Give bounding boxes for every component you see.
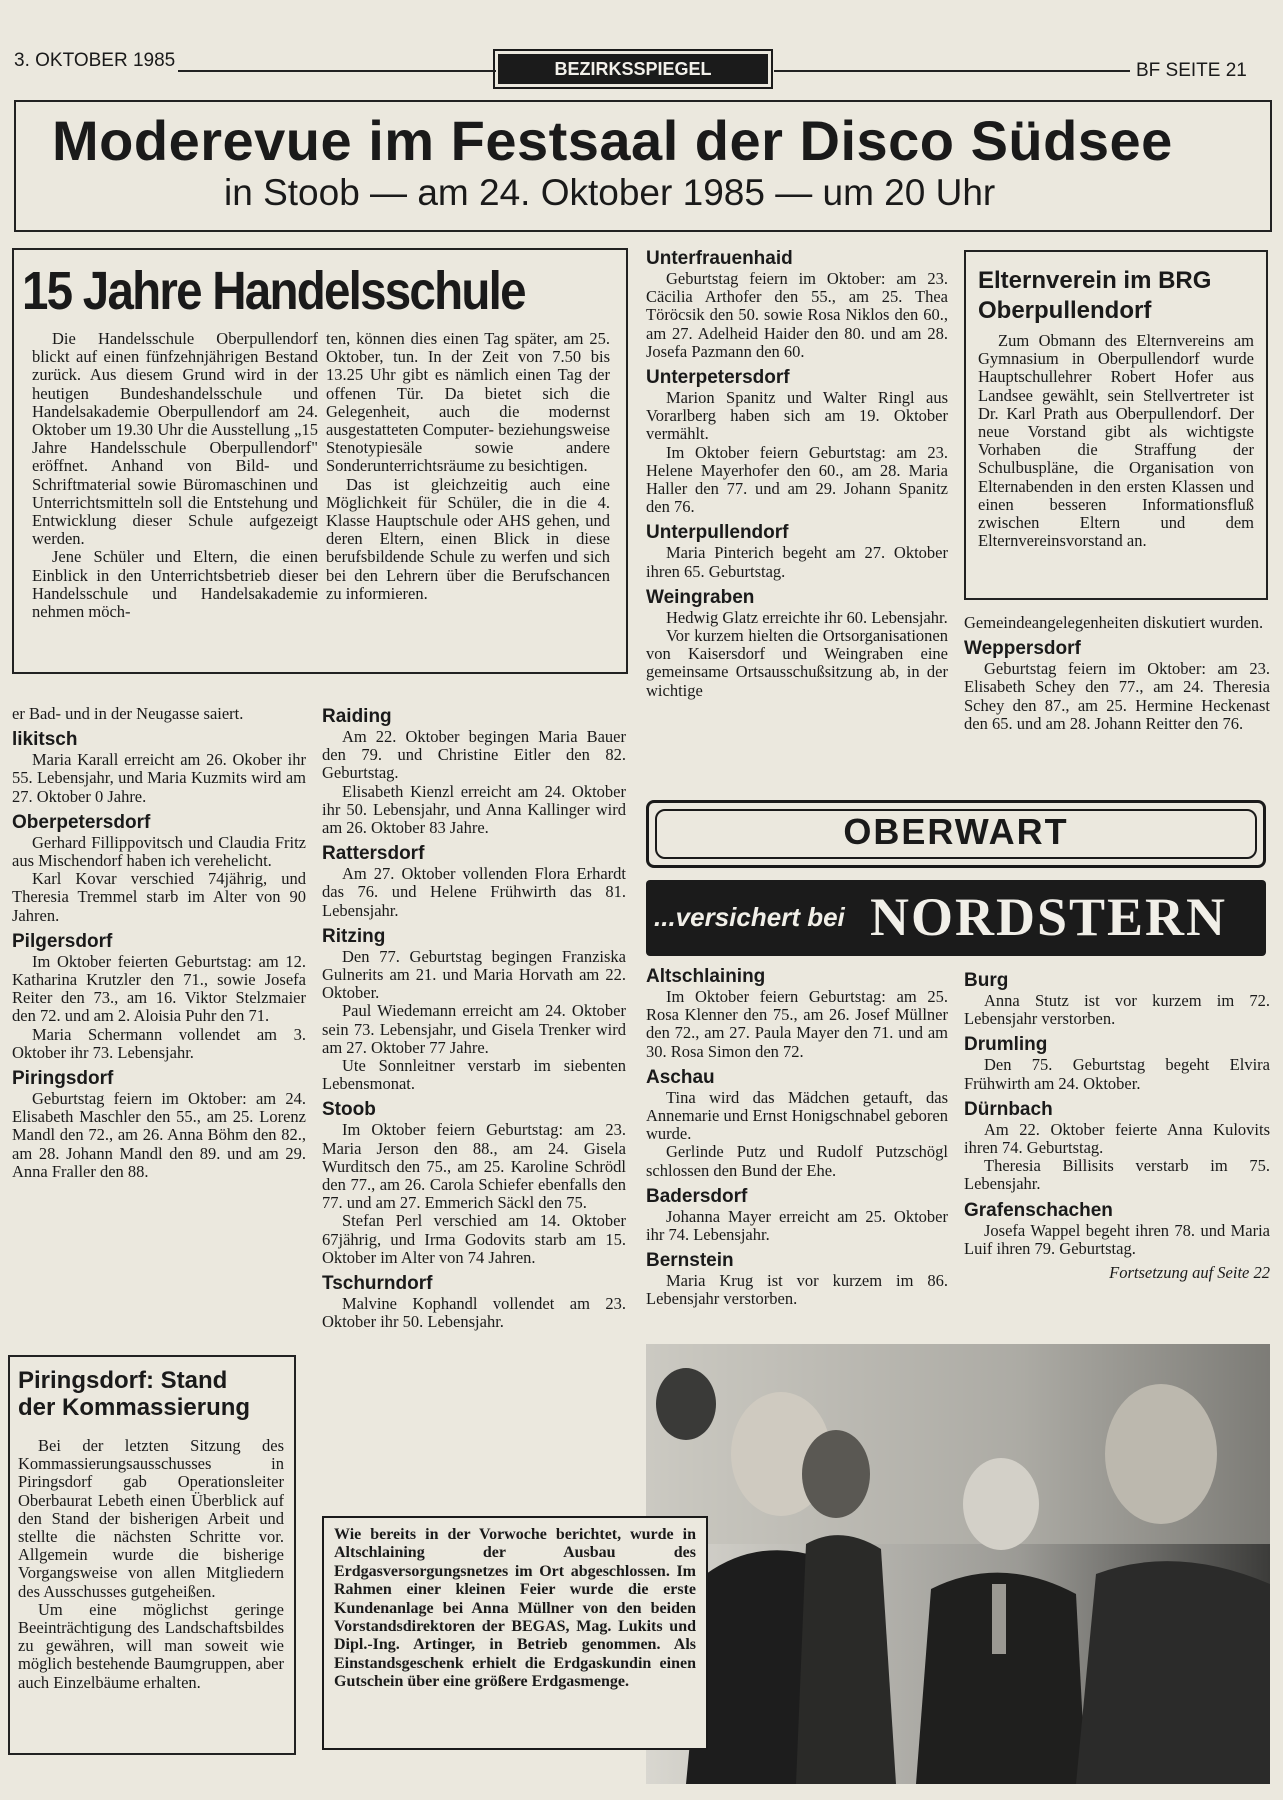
town-heading: Pilgersdorf bbox=[12, 930, 113, 952]
town-block bbox=[964, 638, 1270, 733]
elternverein-article bbox=[964, 250, 1268, 600]
caption-text: Wie bereits in der Vorwoche berichtet, wurde in Altschlaining der Ausbau des Erdgasversorgungsnetzes im Ort abgeschlossen. Im Rahmen einer kleinen Feier wurde die erste Kundenanlage bei Anna Müllner von den beiden Vorstandsdirektoren der BEGAS, Mag. Lukits und Dipl.-Ing. Artinger, in Betrieb genommen. Als Einstandsgeschenk erhielt die Erdgaskundin einen Gutschein über eine größere Erdgasmenge. bbox=[334, 1526, 696, 1691]
masthead-rule-left bbox=[178, 70, 496, 72]
paragraph: Im Oktober feiern Geburtstag: am 25. Rosa Klenner den 75., am 26. Josef Müllner den 72., am 27. Paula Mayer den 71. und am 30. Rosa Simon den 72. bbox=[646, 987, 948, 1061]
town-heading: likitsch bbox=[12, 729, 78, 751]
paragraph: Maria Karall erreicht am 26. Okober ihr 55. Lebensjahr, und Maria Kuzmits wird am 27. Oktober 0 Jahre. bbox=[12, 750, 306, 806]
town-heading: Rattersdorf bbox=[322, 843, 425, 865]
paragraph: Geburtstag feiern im Oktober: am 23. Elisabeth Schey den 77., am 24. Theresia Schey den 87., am 25. Hermine Heckenast den 65. und am 28. Johann Reitter den 76. bbox=[964, 659, 1270, 733]
elternverein-body bbox=[978, 332, 1254, 550]
paragraph: Hedwig Glatz erreichte ihr 60. Lebensjahr. bbox=[666, 607, 948, 627]
town-block bbox=[964, 1034, 1270, 1092]
paragraph: Marion Spanitz und Walter Ringl aus Vorarlberg haben sich am 19. Oktober vermählt. bbox=[646, 388, 948, 444]
paragraph: Malvine Kophandl vollendet am 23. Oktober ihr 50. Lebensjahr. bbox=[322, 1294, 626, 1332]
handelsschule-col2 bbox=[326, 330, 610, 603]
paragraph: Um eine möglichst geringe Beeinträchtigung des Landschaftsbildes zu gewähren, will man soweit wie möglich bestehende Baumgruppen, aber auch Einzelbäume erhalten. bbox=[18, 1599, 284, 1692]
nordstern-prefix: ...versichert bei bbox=[654, 902, 845, 932]
paragraph: Theresia Billisits verstarb im 75. Lebensjahr. bbox=[964, 1156, 1270, 1194]
paragraph: Tina wird das Mädchen getauft, das Annemarie und Ernst Honigschnabel geboren wurde. bbox=[646, 1087, 948, 1144]
town-heading: Bernstein bbox=[646, 1250, 734, 1272]
town-block bbox=[12, 729, 306, 806]
event-banner bbox=[14, 100, 1272, 232]
town-heading: Unterpetersdorf bbox=[646, 367, 790, 389]
paragraph: Vor kurzem hielten die Ortsorganisationen von Kaisersdorf und Weingraben eine gemeinsame Ortsausschußsitzung ab, in der wichtige bbox=[646, 626, 948, 700]
kommassierung-body bbox=[18, 1437, 284, 1692]
paragraph: Im Oktober feierten Geburtstag: am 12. Katharina Krutzler den 71., sowie Josefa Reiter den 73., am 16. Viktor Stelzmaier den 72. und am 2. Aloisia Puhr den 71. bbox=[12, 951, 306, 1026]
town-heading: Grafenschachen bbox=[964, 1199, 1113, 1221]
town-block bbox=[12, 812, 306, 925]
masthead-date: 3. OKTOBER 1985 bbox=[14, 50, 176, 71]
paragraph: Josefa Wappel begeht ihren 78. und Maria Luif ihren 79. Geburtstag. bbox=[964, 1220, 1270, 1258]
town-heading: Tschurndorf bbox=[322, 1273, 433, 1295]
masthead-page: BF SEITE 21 bbox=[1136, 60, 1247, 81]
town-block bbox=[964, 1099, 1270, 1194]
paragraph: Im Oktober feiern Geburtstag: am 23. Maria Jerson den 88., am 24. Gisela Wurditsch den 75., am 25. Karoline Schrödl den 77., am 26. Carola Schiefer ebenfalls den 77. und am 27. Emmerich Säckl den 75. bbox=[322, 1120, 626, 1213]
town-block bbox=[322, 926, 626, 1094]
town-block bbox=[646, 367, 948, 516]
town-heading: Burg bbox=[964, 970, 1009, 991]
town-block bbox=[964, 970, 1270, 1028]
col-3-top bbox=[646, 248, 948, 706]
paragraph: Den 75. Geburtstag begeht Elvira Frühwirth am 24. Oktober. bbox=[964, 1055, 1270, 1093]
paragraph: Am 27. Oktober vollenden Flora Erhardt das 76. und Helene Frühwirth das 81. Lebensjahr. bbox=[322, 864, 626, 920]
masthead-section: BEZIRKSSPIEGEL bbox=[498, 54, 768, 84]
continued-note: Fortsetzung auf Seite 22 bbox=[1109, 1263, 1270, 1283]
paragraph: Zum Obmann des Elternvereins am Gymnasium in Oberpullendorf wurde Hauptschullehrer Robert Hofer aus Landsee gewählt, sein Stellvertreter ist Dr. Karl Prath aus Oberpullendorf. Der neue Vorstand gibt als wichtigste Vorhaben die Straffung der Schulbuspläne, die Organisation von Elternabenden in den ersten Klassen und einen besseren Informationsfluß zwischen Eltern und dem Elternvereinsvorstand an. bbox=[978, 331, 1254, 551]
person-young-man-head bbox=[1105, 1384, 1217, 1524]
town-heading: Stoob bbox=[322, 1099, 376, 1121]
paragraph: Die Handelsschule Oberpullendorf blickt auf einen fünfzehnjährigen Bestand zurück. Aus diesem Grund wird in der heutigen Bundeshandelsschule und Handelsakademie Oberpullendorf am 24. Oktober um 19.30 Uhr die Ausstellung „15 Jahre Handelsschule Oberpullendorf" eröffnet. Anhand von Bild- und Schriftmaterial sowie Büromaschinen und Unterrichtsmitteln soll die Entstehung und Entwicklung dieser Schule aufgezeigt werden. bbox=[32, 329, 318, 549]
town-block bbox=[322, 706, 626, 837]
paragraph: Maria Pinterich begeht am 27. Oktober ihren 65. Geburtstag. bbox=[646, 543, 948, 581]
town-heading: Weppersdorf bbox=[964, 638, 1081, 660]
paragraph: er Bad- und in der Neugasse saiert. bbox=[12, 704, 244, 723]
town-heading: Weingraben bbox=[646, 586, 755, 608]
town-heading: Oberpetersdorf bbox=[12, 811, 151, 833]
town-block bbox=[646, 1250, 948, 1308]
paragraph: Das ist gleichzeitig auch eine Möglichkeit für Schüler, die in die 4. Klasse Hauptschule oder AHS gehen, und deren Eltern, einen Blick in diese berufsbildende Schule zu werfen und sich bei den Lehrern über die Berufschancen zu informieren. bbox=[326, 474, 610, 603]
masthead-rule-right bbox=[774, 70, 1130, 72]
col-4-mid bbox=[964, 614, 1270, 739]
person-young-man-body bbox=[1076, 1561, 1270, 1784]
elternverein-title: Elternverein im BRG Oberpullendorf bbox=[978, 267, 1212, 324]
person-elder-man-head bbox=[963, 1458, 1039, 1550]
col-left bbox=[12, 705, 306, 1187]
paragraph: Maria Krug ist vor kurzem im 86. Lebensjahr verstorben. bbox=[646, 1271, 948, 1309]
town-heading: Ritzing bbox=[322, 925, 386, 947]
nordstern-brand: NORDSTERN bbox=[870, 887, 1228, 947]
paragraph: Gerlinde Putz und Rudolf Putzschögl schlossen den Bund der Ehe. bbox=[646, 1142, 948, 1180]
kommassierung-article bbox=[8, 1355, 296, 1755]
paragraph: Stefan Perl verschied am 14. Oktober 67jährig, und Irma Godovits starb am 15. Oktober im Alter von 74 Jahren. bbox=[322, 1211, 626, 1267]
kommassierung-title: Piringsdorf: Stand der Kommassierung bbox=[18, 1367, 251, 1421]
paragraph: Am 22. Oktober begingen Maria Bauer den 79. und Christine Eitler den 82. Geburtstag. bbox=[322, 727, 626, 783]
banner-subtitle: in Stoob — am 24. Oktober 1985 — um 20 Uhr bbox=[224, 172, 996, 213]
paragraph: Geburtstag feiern im Oktober: am 23. Cäcilia Arthofer den 55., am 25. Thea Töröcsik den 50. sowie Rosa Niklos den 60., am 27. Adelheid Haider den 80. und am 28. Josefa Pazmann den 60. bbox=[646, 269, 948, 361]
town-block bbox=[12, 1068, 306, 1181]
paragraph: Anna Stutz ist vor kurzem im 72. Lebensjahr verstorben. bbox=[964, 991, 1270, 1029]
handelsschule-article bbox=[12, 248, 628, 674]
photo-scene bbox=[646, 1344, 1270, 1784]
paragraph: Elisabeth Kienzl erreicht am 24. Oktober ihr 50. Lebensjahr, und Anna Kallinger wird am 26. Oktober 83 Jahre. bbox=[322, 781, 626, 838]
paragraph: Gerhard Fillippovitsch und Claudia Fritz aus Mischendorf haben ich verehelicht. bbox=[12, 832, 306, 871]
person-man-center-head bbox=[802, 1430, 870, 1518]
town-heading: Unterpullendorf bbox=[646, 522, 789, 544]
town-heading: Altschlaining bbox=[646, 966, 766, 987]
paragraph: Geburtstag feiern im Oktober: am 24. Elisabeth Maschler den 55., am 25. Lorenz Mandl den 72., am 26. Anna Böhm den 82., am 28. Johann Mandl den 89. und am 29. Anna Fraller den 88. bbox=[12, 1089, 306, 1181]
town-block bbox=[322, 843, 626, 920]
paragraph: Den 77. Geburtstag begingen Franziska Gulnerits am 21. und Maria Horvath am 22. Oktober. bbox=[322, 946, 626, 1003]
town-block bbox=[646, 248, 948, 361]
handelsschule-col1 bbox=[32, 330, 318, 621]
paragraph: Gemeindeangelegenheiten diskutiert wurden. bbox=[964, 613, 1264, 632]
paragraph: Jene Schüler und Eltern, die einen Einblick in den Unterrichtsbetrieb dieser Handelsschule und Handelsakademie nehmen möch- bbox=[32, 547, 318, 622]
paragraph: Paul Wiedemann erreicht am 24. Oktober sein 73. Lebensjahr, und Gisela Trenker wird am 27. Oktober 77 Jahre. bbox=[322, 1001, 626, 1057]
town-block bbox=[12, 931, 306, 1062]
person-bg-left-head bbox=[656, 1368, 716, 1440]
paragraph: ten, können dies einen Tag später, am 25. Oktober, tun. In der Zeit von 7.50 bis 13.25 Uhr gibt es nämlich einen Tag der offenen Tür. Da bietet sich die Gelegenheit, auch die modernst ausgestatteten Computer- beziehungsweise Stenotypiesäle sowie andere Sonderunterrichtsräume zu besichtigen. bbox=[326, 329, 610, 476]
town-heading: Dürnbach bbox=[964, 1098, 1053, 1120]
town-block bbox=[964, 1200, 1270, 1258]
town-heading: Drumling bbox=[964, 1034, 1048, 1056]
town-block bbox=[646, 1186, 948, 1244]
news-photo bbox=[646, 1344, 1270, 1784]
paragraph: Ute Sonnleitner verstarb im siebenten Lebensmonat. bbox=[322, 1056, 626, 1094]
town-block bbox=[322, 1273, 626, 1331]
col-4-bot bbox=[964, 970, 1270, 1282]
town-block bbox=[322, 1099, 626, 1267]
town-heading: Unterfrauenhaid bbox=[646, 248, 793, 269]
town-heading: Piringsdorf bbox=[12, 1068, 114, 1090]
town-heading: Badersdorf bbox=[646, 1185, 748, 1207]
paragraph: Am 22. Oktober feierte Anna Kulovits ihren 74. Geburtstag. bbox=[964, 1119, 1270, 1158]
town-block bbox=[646, 522, 948, 580]
town-block bbox=[646, 1067, 948, 1180]
town-block bbox=[646, 966, 948, 1061]
handelsschule-title: 15 Jahre Handelsschule bbox=[22, 261, 525, 321]
paragraph: Im Oktober feiern Geburtstag: am 23. Helene Mayerhofer den 60., am 28. Maria Haller den 77. und am 29. Johann Spanitz den 76. bbox=[646, 442, 948, 517]
banner-title: Moderevue im Festsaal der Disco Südsee bbox=[52, 109, 1173, 172]
photo-caption bbox=[322, 1516, 708, 1750]
paragraph: Karl Kovar verschied 74jährig, und Theresia Tremmel starb im Alter von 90 Jahren. bbox=[12, 869, 306, 925]
town-block bbox=[646, 587, 948, 700]
person-man-center-body bbox=[796, 1535, 896, 1784]
town-heading: Aschau bbox=[646, 1066, 715, 1088]
paragraph: Johanna Mayer erreicht am 25. Oktober ihr 74. Lebensjahr. bbox=[646, 1206, 948, 1245]
town-heading: Raiding bbox=[322, 706, 392, 727]
oberwart-header bbox=[646, 800, 1266, 868]
elder-man-tie bbox=[992, 1584, 1006, 1654]
paragraph: Maria Schermann vollendet am 3. Oktober ihr 73. Lebensjahr. bbox=[12, 1024, 306, 1062]
paragraph: Bei der letzten Sitzung des Kommassierungsausschusses in Piringsdorf gab Operationsleiter Oberbaurat Lebeth einen Überblick auf den Stand der bisherigen Arbeit und stellte die nächsten Schritte vor. Allgemein wurde die bisherige Vorgangsweise von allen Mitgliedern des Ausschusses gutgeheißen. bbox=[18, 1436, 284, 1601]
nordstern-ad bbox=[646, 880, 1266, 956]
oberwart-label: OBERWART bbox=[843, 811, 1069, 852]
col-3-bot bbox=[646, 966, 948, 1315]
col-mid bbox=[322, 706, 626, 1337]
